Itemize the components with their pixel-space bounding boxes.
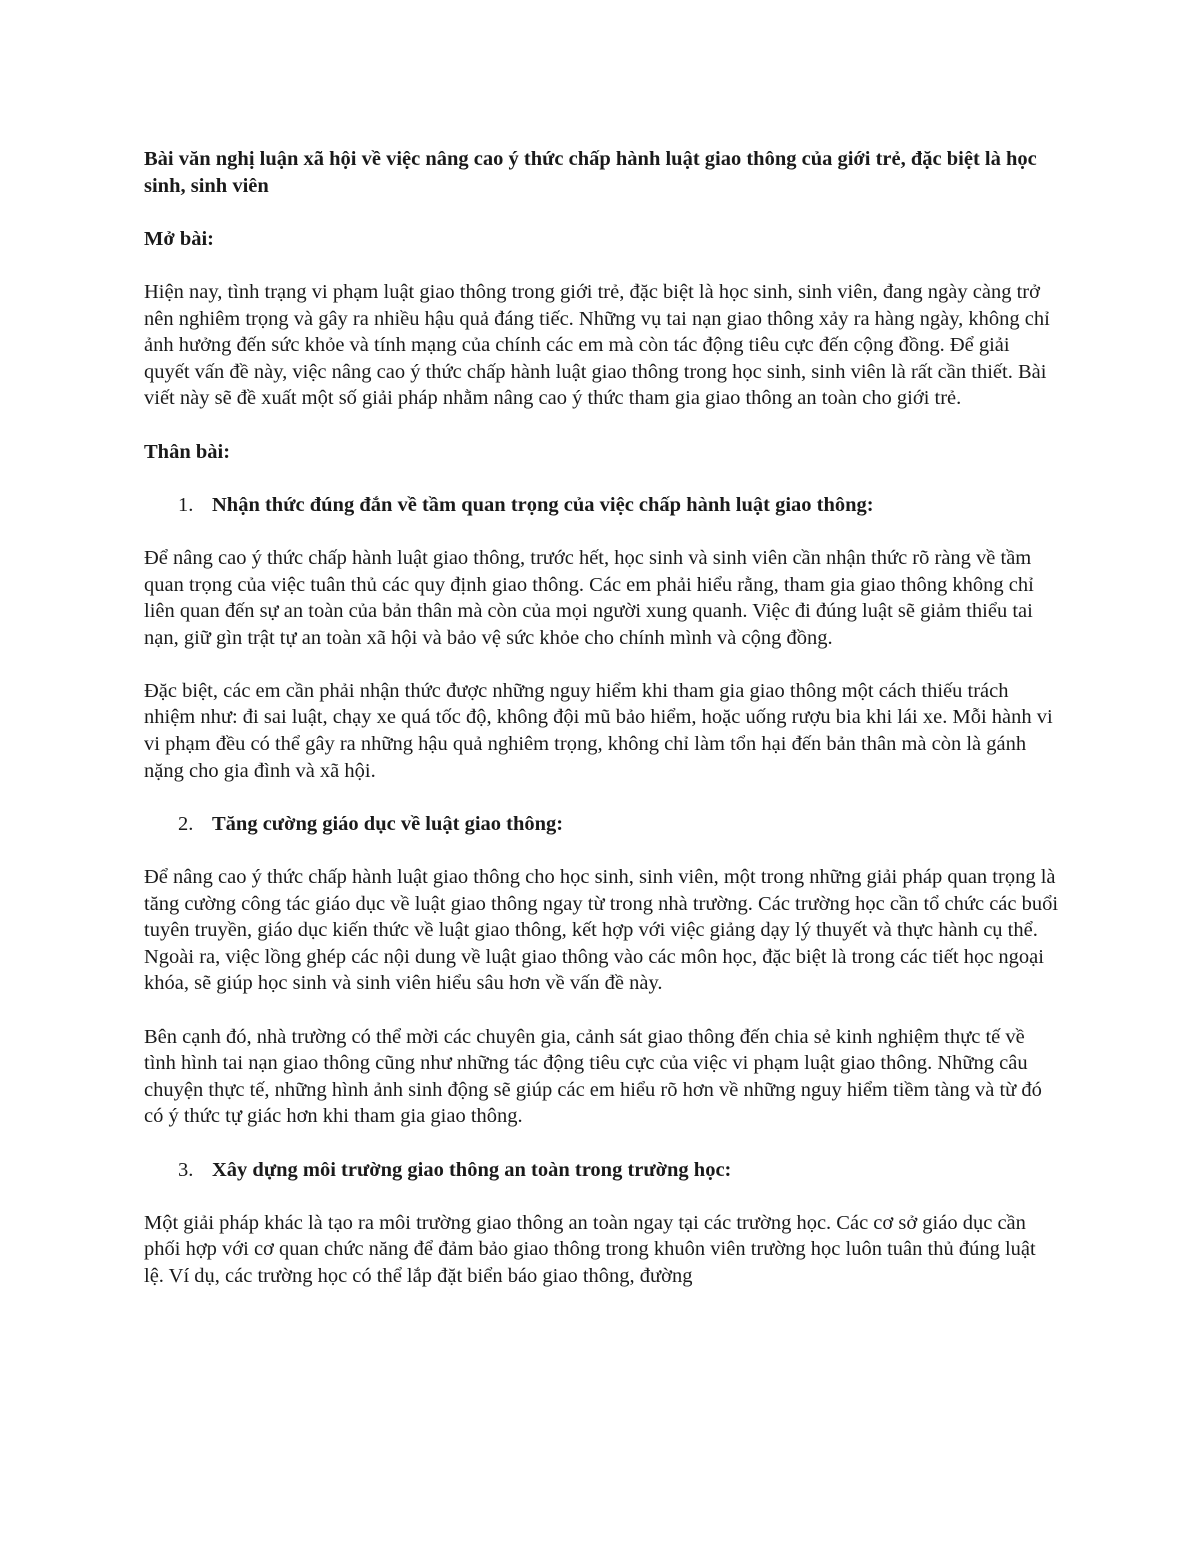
section-2-paragraph-1: Để nâng cao ý thức chấp hành luật giao thông cho học sinh, sinh viên, một trong những giải pháp quan trọng là tăng cường công tác giáo dục về luật giao thông ngay từ trong nhà trường. Các trường học cần tổ chức các buổi tuyên truyền, giáo dục kiến thức về luật giao thông, kết hợp với việc giảng dạy lý thuyết và thực hành cụ thể. Ngoài ra, việc lồng ghép các nội dung về luật giao thông vào các môn học, đặc biệt là trong các tiết học ngoại khóa, sẽ giúp học sinh và sinh viên hiểu sâu hơn về vấn đề này. [144, 866, 1059, 995]
section-1-paragraph-2: Đặc biệt, các em cần phải nhận thức được những nguy hiểm khi tham gia giao thông một cách thiếu trách nhiệm như: đi sai luật, chạy xe quá tốc độ, không đội mũ bảo hiểm, hoặc uống rượu bia khi lái xe. Mỗi hành vi vi phạm đều có thể gây ra những hậu quả nghiêm trọng, không chỉ làm tổn hại đến bản thân mà còn là gánh nặng cho gia đình và xã hội. [144, 679, 1053, 782]
section-1-heading [144, 492, 1059, 519]
document-page [144, 146, 1059, 1316]
section-3-paragraph-1: Một giải pháp khác là tạo ra môi trường giao thông an toàn ngay tại các trường học. Các cơ sở giáo dục cần phối hợp với cơ quan chức năng để đảm bảo giao thông trong khuôn viên trường học luôn tuân thủ đúng luật lệ. Ví dụ, các trường học có thể lắp đặt biển báo giao thông, đường [144, 1211, 1036, 1287]
section-number: 2. [178, 812, 194, 835]
section-number: 1. [178, 493, 194, 516]
section-title: Nhận thức đúng đắn về tầm quan trọng của việc chấp hành luật giao thông: [212, 493, 874, 516]
intro-paragraph: Hiện nay, tình trạng vi phạm luật giao thông trong giới trẻ, đặc biệt là học sinh, sinh viên, đang ngày càng trở nên nghiêm trọng và gây ra nhiều hậu quả đáng tiếc. Những vụ tai nạn giao thông xảy ra hàng ngày, không chỉ ảnh hưởng đến sức khỏe và tính mạng của chính các em mà còn tác động tiêu cực đến cộng đồng. Để giải quyết vấn đề này, việc nâng cao ý thức chấp hành luật giao thông trong học sinh, sinh viên là rất cần thiết. Bài viết này sẽ đề xuất một số giải pháp nhằm nâng cao ý thức tham gia giao thông an toàn cho giới trẻ. [144, 280, 1050, 410]
section-3-heading [144, 1157, 1059, 1184]
section-title: Xây dựng môi trường giao thông an toàn trong trường học: [212, 1158, 732, 1181]
intro-heading: Mở bài: [144, 227, 214, 250]
section-2-paragraph-2: Bên cạnh đó, nhà trường có thể mời các chuyên gia, cảnh sát giao thông đến chia sẻ kinh nghiệm thực tế về tình hình tai nạn giao thông cũng như những tác động tiêu cực của việc vi phạm luật giao thông. Những câu chuyện thực tế, những hình ảnh sinh động sẽ giúp các em hiểu rõ hơn về những nguy hiểm tiềm tàng và từ đó có ý thức tự giác hơn khi tham gia giao thông. [144, 1025, 1042, 1128]
section-number: 3. [178, 1158, 194, 1181]
document-title: Bài văn nghị luận xã hội về việc nâng cao ý thức chấp hành luật giao thông của giới trẻ, đặc biệt là học sinh, sinh viên [144, 148, 1037, 197]
section-1-paragraph-1: Để nâng cao ý thức chấp hành luật giao thông, trước hết, học sinh và sinh viên cần nhận thức rõ ràng về tầm quan trọng của việc tuân thủ các quy định giao thông. Các em phải hiểu rằng, tham gia giao thông không chỉ liên quan đến sự an toàn của bản thân mà còn của mọi người xung quanh. Việc đi đúng luật sẽ giảm thiểu tai nạn, giữ gìn trật tự an toàn xã hội và bảo vệ sức khỏe cho chính mình và cộng đồng. [144, 546, 1034, 649]
section-2-heading [144, 811, 1059, 838]
section-title: Tăng cường giáo dục về luật giao thông: [212, 812, 564, 835]
body-heading: Thân bài: [144, 440, 231, 463]
